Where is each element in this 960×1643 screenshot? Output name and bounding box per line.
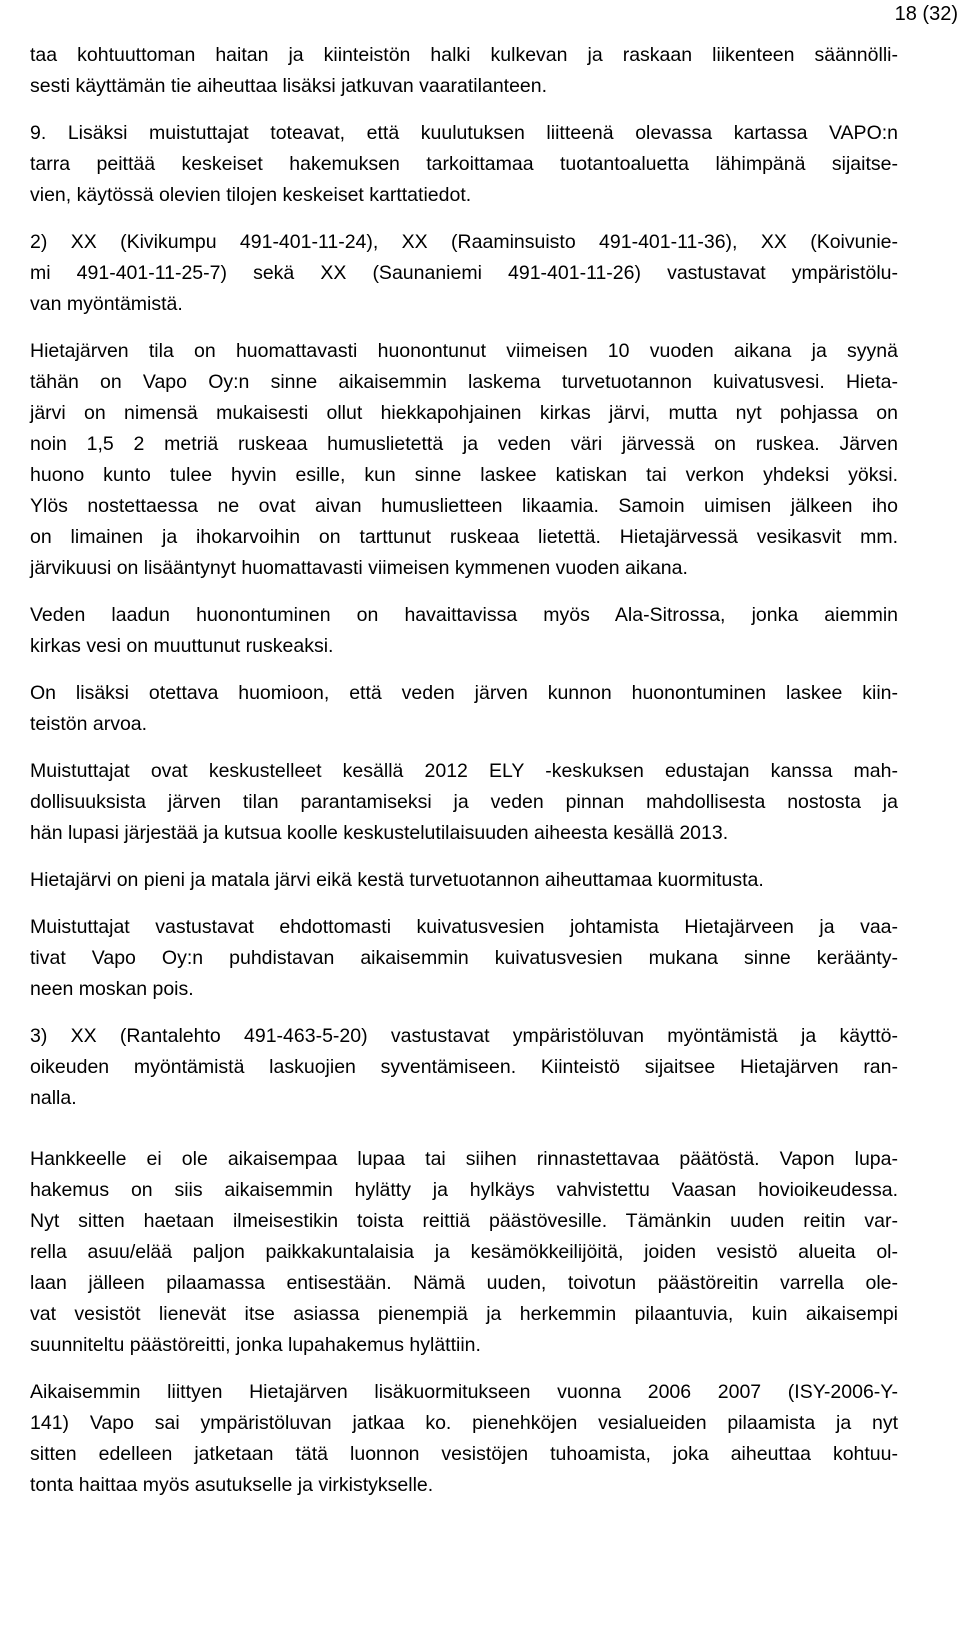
paragraph-4 <box>30 336 898 584</box>
text-line: tonta haittaa myös asutukselle ja virkistykselle. <box>30 1474 434 1496</box>
text-line: vien, käytössä olevien tilojen keskeiset karttatiedot. <box>30 184 472 206</box>
text-line: nalla. <box>30 1087 77 1109</box>
text-line: huono kunto tulee hyvin esille, kun sinne laskee katiskan tai verkon yhdeksi yöksi. <box>30 464 898 486</box>
text-line: Hankkeelle ei ole aikaisempaa lupaa tai siihen rinnastettavaa päätöstä. Vapon lupa- <box>30 1148 898 1170</box>
text-line: tähän on Vapo Oy:n sinne aikaisemmin laskema turvetuotannon kuivatusvesi. Hieta- <box>30 371 898 393</box>
text-line: suunniteltu päästöreitti, jonka lupahakemus hylättiin. <box>30 1334 481 1356</box>
text-line: sitten edelleen jatketaan tätä luonnon vesistöjen tuhoamista, joka aiheuttaa kohtuu- <box>30 1443 898 1465</box>
paragraph-7 <box>30 756 898 849</box>
text-line: tarra peittää keskeiset hakemuksen tarkoittamaa tuotantoaluetta lähimpänä sijaitse- <box>30 153 898 175</box>
paragraph-12 <box>30 1377 898 1501</box>
paragraph-5 <box>30 600 898 662</box>
text-line: Aikaisemmin liittyen Hietajärven lisäkuormitukseen vuonna 2006 2007 (ISY-2006-Y- <box>30 1381 898 1403</box>
text-line: oikeuden myöntämistä laskuojien syventämiseen. Kiinteistö sijaitsee Hietajärven ran- <box>30 1056 898 1078</box>
text-line: taa kohtuuttoman haitan ja kiinteistön halki kulkevan ja raskaan liikenteen säännölli- <box>30 44 898 66</box>
document-body <box>30 40 898 1517</box>
paragraph-9 <box>30 912 898 1005</box>
text-line: 9. Lisäksi muistuttajat toteavat, että kuulutuksen liitteenä olevassa kartassa VAPO:n <box>30 122 898 144</box>
text-line: Hietajärvi on pieni ja matala järvi eikä kestä turvetuotannon aiheuttamaa kuormitusta. <box>30 869 764 891</box>
text-line: 3) XX (Rantalehto 491-463-5-20) vastustavat ympäristöluvan myöntämistä ja käyttö- <box>30 1025 898 1047</box>
text-line: järvi on nimensä mukaisesti ollut hiekkapohjainen kirkas järvi, mutta nyt pohjassa on <box>30 402 898 424</box>
text-line: Nyt sitten haetaan ilmeisestikin toista reittiä päästövesille. Tämänkin uuden reitin var- <box>30 1210 898 1232</box>
text-line: tivat Vapo Oy:n puhdistavan aikaisemmin kuivatusvesien mukana sinne kerääntу- <box>30 947 898 969</box>
text-line: mi 491-401-11-25-7) sekä XX (Saunaniemi 491-401-11-26) vastustavat ympäristölu- <box>30 262 898 284</box>
page-number: 18 (32) <box>894 3 958 25</box>
text-line: noin 1,5 2 metriä ruskeaa humuslietettä ja veden väri järvessä on ruskea. Järven <box>30 433 898 455</box>
text-line: Hietajärven tila on huomattavasti huonontunut viimeisen 10 vuoden aikana ja syynä <box>30 340 898 362</box>
text-line: 141) Vapo sai ympäristöluvan jatkaa ko. pienehköjen vesialueiden pilaamista ja nyt <box>30 1412 898 1434</box>
text-line: kirkas vesi on muuttunut ruskeaksi. <box>30 635 334 657</box>
paragraph-6 <box>30 678 898 740</box>
text-line: dollisuuksista järven tilan parantamiseksi ja veden pinnan mahdollisesta nostosta ja <box>30 791 898 813</box>
paragraph-11 <box>30 1144 898 1361</box>
paragraph-3 <box>30 227 898 320</box>
paragraph-10 <box>30 1021 898 1114</box>
text-line: rella asuu/elää paljon paikkakuntalaisia ja kesämökkeilijöitä, joiden vesistö alueita ol- <box>30 1241 898 1263</box>
text-line: 2) XX (Kivikumpu 491-401-11-24), XX (Raaminsuisto 491-401-11-36), XX (Koivunie- <box>30 231 898 253</box>
paragraph-8 <box>30 865 898 896</box>
text-line: sesti käyttämän tie aiheuttaa lisäksi jatkuvan vaaratilanteen. <box>30 75 548 97</box>
text-line: hakemus on siis aikaisemmin hylätty ja hylkäys vahvistettu Vaasan hovioikeudessa. <box>30 1179 898 1201</box>
text-line: laan jälleen pilaamassa entisestään. Nämä uuden, toivotun päästöreitin varrella ole- <box>30 1272 898 1294</box>
text-line: on limainen ja ihokarvoihin on tarttunut ruskeaa lietettä. Hietajärvessä vesikasvit mm. <box>30 526 898 548</box>
paragraph-1 <box>30 40 898 102</box>
text-line: Veden laadun huonontuminen on havaittavissa myös Ala-Sitrossa, jonka aiemmin <box>30 604 898 626</box>
text-line: Muistuttajat vastustavat ehdottomasti kuivatusvesien johtamista Hietajärveen ja vaa- <box>30 916 898 938</box>
text-line: neen moskan pois. <box>30 978 194 1000</box>
text-line: teistön arvoa. <box>30 713 148 735</box>
text-line: järvikuusi on lisääntynyt huomattavasti viimeisen kymmenen vuoden aikana. <box>30 557 688 579</box>
paragraph-2 <box>30 118 898 211</box>
text-line: van myöntämistä. <box>30 293 183 315</box>
text-line: Ylös nostettaessa ne ovat aivan humusliettееn likaamia. Samoin uimisen jälkeen iho <box>30 495 898 517</box>
text-line: On lisäksi otettava huomioon, että veden järven kunnon huonontuminen laskee kiin- <box>30 682 898 704</box>
text-line: hän lupasi järjestää ja kutsua koolle keskustelutilaisuuden aiheesta kesällä 2013. <box>30 822 729 844</box>
text-line: Muistuttajat ovat keskustelleet kesällä 2012 ELY -keskuksen edustajan kanssa mah- <box>30 760 898 782</box>
text-line: vat vesistöt lienevät itse asiassa pienempiä ja herkemmin pilaantuvia, kuin aikaisempi <box>30 1303 898 1325</box>
